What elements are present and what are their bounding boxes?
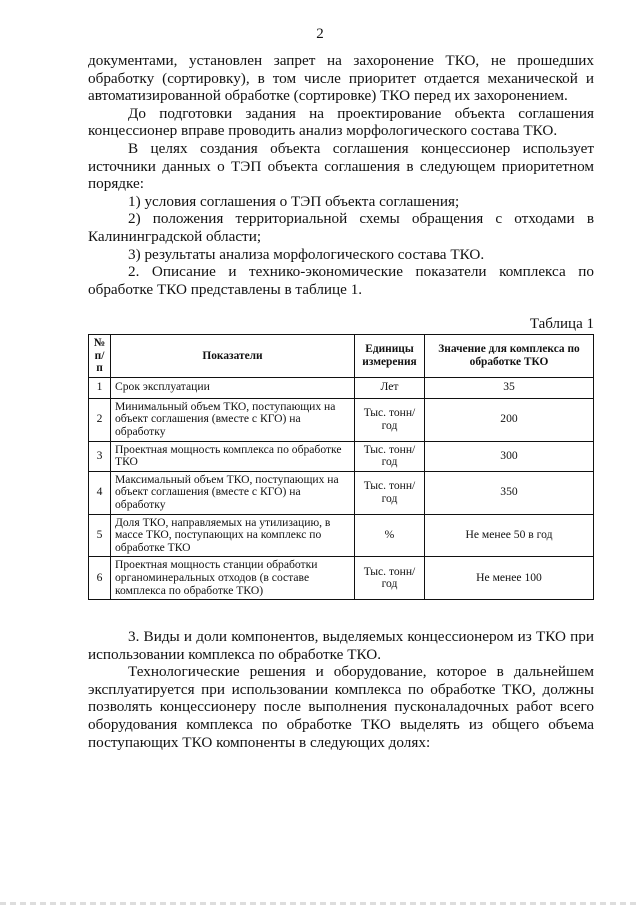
row-value: Не менее 100 [425,557,594,600]
column-header-indicator: Показатели [111,335,355,378]
row-unit: Лет [355,377,425,398]
paragraph: До подготовки задания на проектирование объекта соглашения концессионер вправе проводить анализ морфологического состава ТКО. [88,104,594,140]
row-indicator: Проектная мощность комплекса по обработке ТКО [111,441,355,471]
indicators-table [88,334,594,600]
table-row [89,377,594,398]
list-item: 2) положения территориальной схемы обращения с отходами в Калининградской области; [88,210,594,245]
row-num: 1 [89,377,111,398]
list-item: 3) результаты анализа морфологического состава ТКО. [128,245,485,263]
table-row [89,398,594,441]
row-unit: Тыс. тонн/год [355,398,425,441]
row-num: 2 [89,398,111,441]
paragraph: документами, установлен запрет на захоронение ТКО, не прошедших обработку (сортировку), в том числе приоритет отдается механической и автоматизированной обработке (сортировке) ТКО перед их захоронением. [88,52,594,105]
row-num: 4 [89,471,111,514]
row-unit: Тыс. тонн/год [355,557,425,600]
row-indicator: Максимальный объем ТКО, поступающих на объект соглашения (вместе с КГО) на обработку [111,471,355,514]
column-header-unit: Единицы измерения [355,335,425,378]
row-value: 350 [425,471,594,514]
paragraph: В целях создания объекта соглашения концессионер использует источники данных о ТЭП объекта соглашения в следующем приоритетном порядке: [88,139,594,193]
table-row [89,514,594,557]
row-indicator: Доля ТКО, направляемых на утилизацию, в массе ТКО, поступающих на комплекс по обработке ТКО [111,514,355,557]
row-indicator: Проектная мощность станции обработки органоминеральных отходов (в составе комплекса по обработке ТКО) [111,557,355,600]
list-item: 1) условия соглашения о ТЭП объекта соглашения; [128,192,460,210]
row-num: 5 [89,514,111,557]
body-text-bottom [88,628,594,751]
row-num: 3 [89,441,111,471]
row-value: Не менее 50 в год [425,514,594,557]
row-indicator: Минимальный объем ТКО, поступающих на объект соглашения (вместе с КГО) на обработку [111,398,355,441]
row-num: 6 [89,557,111,600]
body-text-top [88,52,594,298]
paragraph: Технологические решения и оборудование, которое в дальнейшем эксплуатируется при использовании комплекса по обработке ТКО, должны позволять концессионеру после выполнения пусконаладочных работ всего оборудования комплекса по обработке ТКО выделять из общего объема поступающих ТКО компоненты в следующих долях: [88,663,594,751]
table-row [89,471,594,514]
row-unit: Тыс. тонн/год [355,441,425,471]
row-indicator: Срок эксплуатации [111,377,355,398]
table-row [89,557,594,600]
table-row [89,441,594,471]
table-header-row [89,335,594,378]
row-value: 35 [425,377,594,398]
row-value: 200 [425,398,594,441]
row-unit: Тыс. тонн/год [355,471,425,514]
table-caption: Таблица 1 [529,316,594,332]
row-unit: % [355,514,425,557]
row-value: 300 [425,441,594,471]
column-header-num: № п/п [89,335,111,378]
column-header-value: Значение для комплекса по обработке ТКО [425,335,594,378]
section-heading: 3. Виды и доли компонентов, выделяемых концессионером из ТКО при использовании комплекса по обработке ТКО. [88,628,594,663]
paragraph: 2. Описание и технико-экономические показатели комплекса по обработке ТКО представлены в таблице 1. [88,263,594,298]
page-number: 2 [316,26,324,42]
